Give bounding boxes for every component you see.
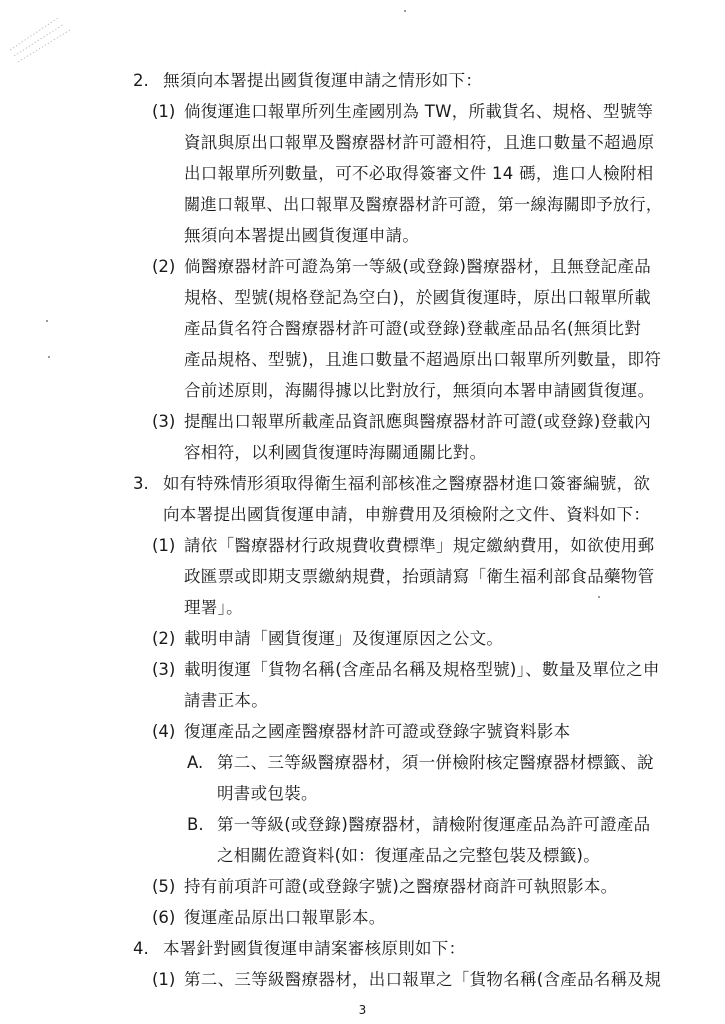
item-3-line: 如有特殊情形須取得衛生福利部核准之醫療器材進口簽審編號，欲 [163,474,651,493]
item-2-2-line: 產品貨名符合醫療器材許可證(或登錄)登載產品品名(無須比對 [184,319,642,338]
item-2-2-line: 倘醫療器材許可證為第一等級(或登錄)醫療器材，且無登記產品 [184,257,652,276]
item-2-1-line: 倘復運進口報單所列生產國別為 TW，所載貨名、規格、型號等 [184,102,654,121]
item-4-1-line: 第二、三等級醫療器材，出口報單之「貨物名稱(含產品名稱及規 [184,970,662,989]
item-3-4-number: (4) [152,722,176,741]
item-3-4-b-line: 第一等級(或登錄)醫療器材，請檢附復運產品為許可證產品 [217,815,651,834]
item-3-number: 3. [133,474,149,493]
item-3-2-line: 載明申請「國貨復運」及復運原因之公文。 [184,629,504,648]
scan-speck [404,10,406,12]
item-4-number: 4. [133,939,149,958]
item-2-3-line: 容相符，以利國貨復運時海關通關比對。 [184,443,487,462]
item-3-3-line: 請書正本。 [184,691,268,710]
item-2-2-line: 規格、型號(規格登記為空白)，於國貨復運時，原出口報單所載 [184,288,652,307]
item-3-4-a-line: 明書或包裝。 [217,784,318,803]
item-2-1-number: (1) [152,102,176,121]
faint-stamp-mark [8,10,78,70]
item-3-5-number: (5) [152,877,176,896]
item-3-4-line: 復運產品之國產醫療器材許可證或登錄字號資料影本 [184,722,571,741]
item-3-4-a-number: A. [187,753,204,772]
item-3-2-number: (2) [152,629,176,648]
item-4-title: 本署針對國貨復運申請案審核原則如下： [163,939,466,958]
item-3-4-a-line: 第二、三等級醫療器材，須一併檢附核定醫療器材標籤、說 [217,753,654,772]
item-2-1-line: 關進口報單、出口報單及醫療器材許可證，第一線海關即予放行， [184,195,663,214]
page-number: 3 [358,1003,367,1017]
scan-speck [598,596,600,598]
item-3-1-line: 政匯票或即期支票繳納規費，抬頭請寫「衛生福利部食品藥物管 [184,567,655,586]
item-2-2-number: (2) [152,257,176,276]
item-3-6-number: (6) [152,908,176,927]
item-3-5-line: 持有前項許可證(或登錄字號)之醫療器材商許可執照影本。 [184,877,618,896]
item-3-1-line: 理署」。 [184,598,243,617]
scan-speck [48,356,50,358]
item-4-1-number: (1) [152,970,176,989]
item-2-title: 無須向本署提出國貨復運申請之情形如下： [163,71,483,90]
item-2-2-line: 產品規格、型號)，且進口數量不超過原出口報單所列數量，即符 [184,350,662,369]
item-2-1-line: 資訊與原出口報單及醫療器材許可證相符，且進口數量不超過原 [184,133,655,152]
item-2-2-line: 合前述原則，海關得據以比對放行，無須向本署申請國貨復運。 [184,381,655,400]
item-3-1-line: 請依「醫療器材行政規費收費標準」規定繳納費用，如欲使用郵 [184,536,655,555]
item-3-1-number: (1) [152,536,176,555]
item-2-number: 2. [133,71,149,90]
item-2-1-line: 出口報單所列數量，可不必取得簽審文件 14 碼，進口人檢附相 [184,164,654,183]
item-3-3-line: 載明復運「貨物名稱(含產品名稱及規格型號)」、數量及單位之申 [184,660,660,679]
scan-speck [46,320,48,322]
item-3-4-b-number: B. [187,815,204,834]
item-2-3-number: (3) [152,412,176,431]
item-3-3-number: (3) [152,660,176,679]
item-3-4-b-line: 之相關佐證資料(如：復運產品之完整包裝及標籤)。 [217,846,601,865]
item-2-1-line: 無須向本署提出國貨復運申請。 [184,226,420,245]
item-3-line: 向本署提出國貨復運申請，申辦費用及須檢附之文件、資料如下： [163,505,651,524]
item-2-3-line: 提醒出口報單所載產品資訊應與醫療器材許可證(或登錄)登載內 [184,412,652,431]
item-3-6-line: 復運產品原出口報單影本。 [184,908,386,927]
